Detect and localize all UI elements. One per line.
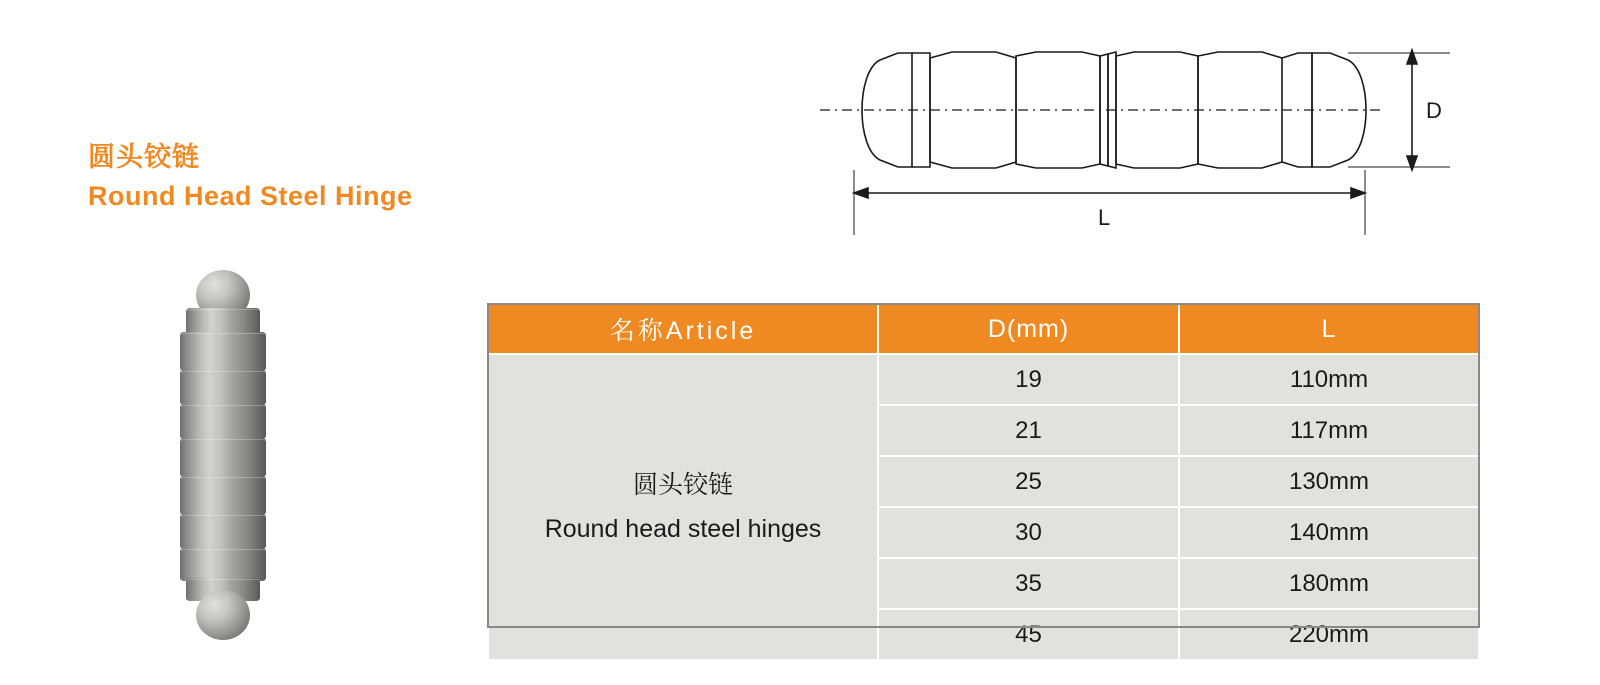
cell-length: 220mm bbox=[1179, 609, 1479, 660]
hinge-segment bbox=[180, 548, 266, 581]
article-name-cell bbox=[488, 354, 878, 660]
product-title-chinese: 圆头铰链 bbox=[88, 142, 200, 172]
product-photo bbox=[168, 270, 278, 640]
cell-length: 130mm bbox=[1179, 456, 1479, 507]
cell-diameter: 45 bbox=[878, 609, 1179, 660]
hinge-segment bbox=[180, 370, 266, 405]
specification-table bbox=[487, 303, 1480, 661]
cell-length: 110mm bbox=[1179, 354, 1479, 405]
cell-diameter: 35 bbox=[878, 558, 1179, 609]
cell-length: 140mm bbox=[1179, 507, 1479, 558]
product-title-block bbox=[88, 140, 508, 214]
cell-diameter: 30 bbox=[878, 507, 1179, 558]
cell-diameter: 19 bbox=[878, 354, 1179, 405]
hinge-segment bbox=[180, 404, 266, 439]
hinge-segment bbox=[180, 476, 266, 515]
cell-length: 117mm bbox=[1179, 405, 1479, 456]
cell-diameter: 21 bbox=[878, 405, 1179, 456]
product-title-english: Round Head Steel Hinge bbox=[88, 181, 413, 211]
hinge-segment bbox=[180, 332, 266, 371]
column-header-diameter: D(mm) bbox=[878, 304, 1179, 354]
technical-drawing-svg bbox=[820, 30, 1480, 250]
technical-drawing bbox=[820, 30, 1480, 250]
table-header-row bbox=[488, 304, 1479, 354]
table-body bbox=[488, 354, 1479, 660]
column-header-article: 名称Article bbox=[488, 304, 878, 354]
dimension-label-d: D bbox=[1426, 98, 1442, 123]
hinge-segment bbox=[180, 438, 266, 477]
cell-length: 180mm bbox=[1179, 558, 1479, 609]
cell-diameter: 25 bbox=[878, 456, 1179, 507]
article-name-english: Round head steel hinges bbox=[544, 515, 822, 543]
table-row bbox=[488, 354, 1479, 405]
column-header-length: L bbox=[1179, 304, 1479, 354]
table-header bbox=[488, 304, 1479, 354]
hinge-segment bbox=[180, 514, 266, 549]
hinge-bottom-ball bbox=[196, 590, 250, 640]
article-name-chinese: 圆头铰链 bbox=[632, 471, 733, 499]
dimension-label-l: L bbox=[1098, 205, 1111, 230]
